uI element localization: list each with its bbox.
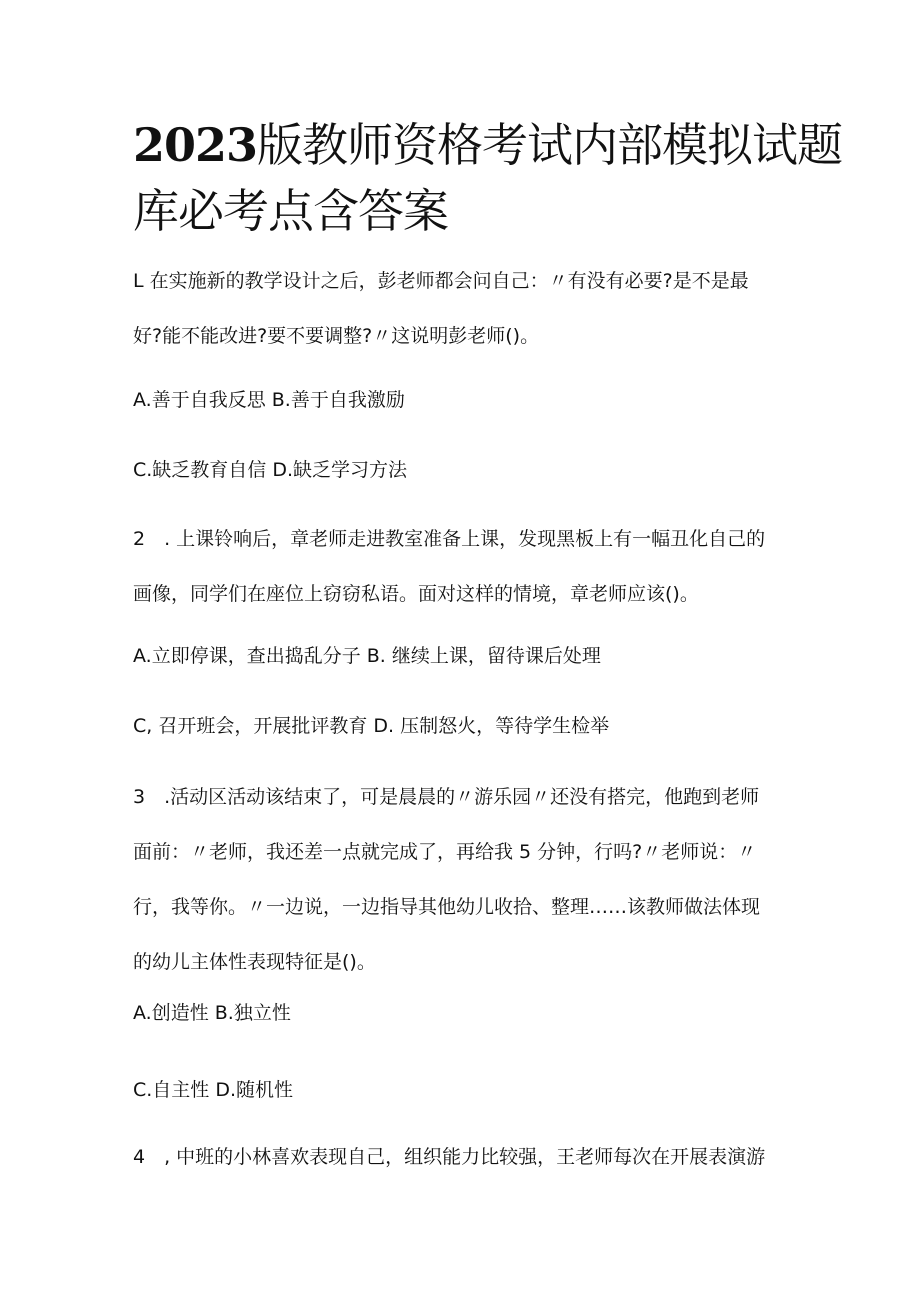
question-2-option-line-2: C, 召开班会，开展批评教育 D. 压制怒火，等待学生检举: [133, 715, 610, 737]
question-3-stem: [133, 770, 813, 990]
question-2-stem-line-1: 2 . 上课铃响后，章老师走进教室准备上课，发现黑板上有一幅丑化自己的: [133, 528, 766, 550]
question-3-option-line-1: A.创造性 B.独立性: [133, 1002, 291, 1024]
question-3-stem-line-1: 3 .活动区活动该结束了，可是晨晨的〃游乐园〃还没有搭完，他跑到老师: [133, 786, 760, 808]
question-2-stem-line-2: 画像，同学们在座位上窃窃私语。面对这样的情境，章老师应该()。: [133, 583, 699, 605]
question-3-option-line-2: C.自主性 D.随机性: [133, 1079, 294, 1101]
question-4-stem: [133, 1130, 813, 1185]
question-1-option-line-1: A.善于自我反思 B.善于自我激励: [133, 389, 405, 411]
question-2-option-line-1: A.立即停课，查出捣乱分子 B. 继续上课，留待课后处理: [133, 645, 601, 667]
question-3-stem-line-2: 面前：〃老师，我还差一点就完成了，再给我 5 分钟，行吗?〃老师说：〃: [133, 841, 757, 863]
question-1-stem-line-2: 好?能不能改进?要不要调整?〃这说明彭老师()。: [133, 325, 540, 347]
question-1-stem: [133, 254, 813, 364]
question-1-option-line-2: C.缺乏教育自信 D.缺乏学习方法: [133, 459, 408, 481]
title-year: 2023: [133, 118, 258, 172]
question-3-stem-line-3: 行，我等你。〃一边说，一边指导其他幼儿收拾、整理……该教师做法体现: [133, 896, 761, 918]
document-title: [133, 112, 843, 244]
question-2-stem: [133, 512, 813, 622]
question-4-stem-line-1: 4 , 中班的小林喜欢表现自己，组织能力比较强，王老师每次在开展表演游: [133, 1146, 766, 1168]
title-line-1: [133, 112, 843, 178]
title-line-1-text: 版教师资格考试内部模拟试题: [257, 118, 843, 172]
question-1-stem-line-1: L 在实施新的教学设计之后，彭老师都会问自己：〃有没有必要?是不是最: [133, 270, 749, 292]
question-3-stem-line-4: 的幼儿主体性表现特征是()。: [133, 951, 376, 973]
title-line-2: 库必考点含答案: [133, 184, 448, 238]
